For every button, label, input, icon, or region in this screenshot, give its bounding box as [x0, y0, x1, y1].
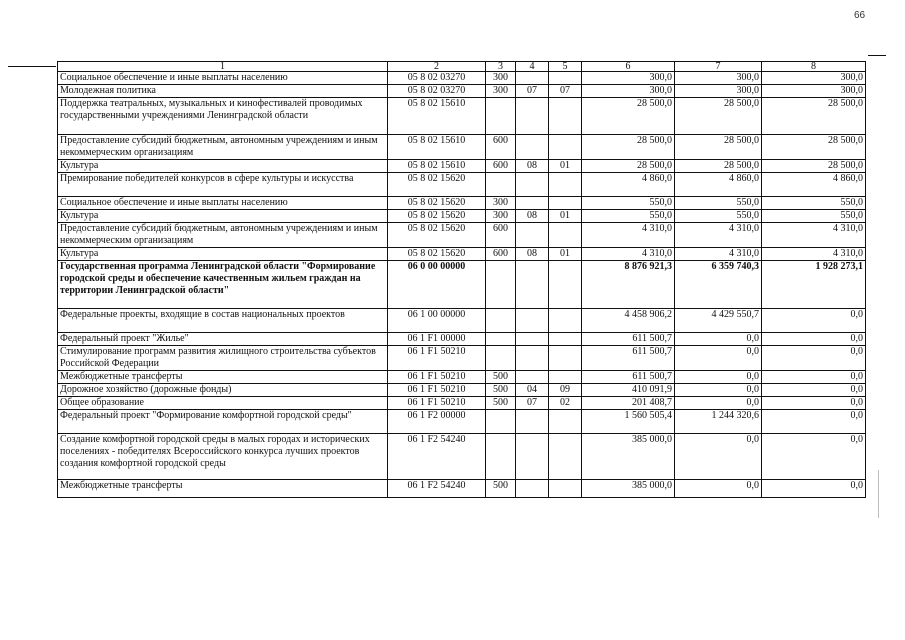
- cell-section: [516, 135, 549, 160]
- cell-type: [486, 98, 516, 135]
- cell-code: 06 1 F2 54240: [388, 480, 486, 498]
- cell-section: [516, 72, 549, 85]
- cell-amount-2: 0,0: [675, 384, 762, 397]
- cell-type: 300: [486, 197, 516, 210]
- cell-subsection: [549, 480, 582, 498]
- table-row: [58, 160, 866, 173]
- cell-amount-1: 550,0: [582, 197, 675, 210]
- cell-amount-2: 0,0: [675, 480, 762, 498]
- cell-subsection: [549, 346, 582, 371]
- cell-amount-3: 0,0: [762, 309, 866, 333]
- cell-type: [486, 309, 516, 333]
- cell-amount-1: 4 310,0: [582, 223, 675, 248]
- table-row: [58, 197, 866, 210]
- table-row: [58, 333, 866, 346]
- cell-type: 600: [486, 160, 516, 173]
- cell-name: Социальное обеспечение и иные выплаты населению: [58, 72, 388, 85]
- cell-name: Дорожное хозяйство (дорожные фонды): [58, 384, 388, 397]
- table-row: [58, 480, 866, 498]
- table-row: [58, 384, 866, 397]
- cell-type: 300: [486, 72, 516, 85]
- cell-amount-2: 28 500,0: [675, 98, 762, 135]
- column-number: 3: [486, 62, 516, 72]
- cell-name: Культура: [58, 210, 388, 223]
- cell-amount-2: 6 359 740,3: [675, 261, 762, 309]
- cell-amount-1: 611 500,7: [582, 371, 675, 384]
- cell-section: [516, 434, 549, 480]
- cell-code: 05 8 02 03270: [388, 72, 486, 85]
- cell-code: 06 1 F2 54240: [388, 434, 486, 480]
- table-row: [58, 85, 866, 98]
- cell-amount-3: 0,0: [762, 480, 866, 498]
- cell-section: [516, 410, 549, 434]
- cell-amount-3: 4 310,0: [762, 223, 866, 248]
- cell-code: 06 1 F2 00000: [388, 410, 486, 434]
- cell-subsection: [549, 197, 582, 210]
- cell-type: 500: [486, 384, 516, 397]
- cell-amount-2: 4 310,0: [675, 248, 762, 261]
- cell-code: 05 8 02 15610: [388, 135, 486, 160]
- cell-code: 05 8 02 15620: [388, 197, 486, 210]
- cell-type: 300: [486, 85, 516, 98]
- cell-amount-3: 0,0: [762, 384, 866, 397]
- table-row: [58, 397, 866, 410]
- cell-name: Федеральный проект "Жилье": [58, 333, 388, 346]
- column-number-row: [58, 62, 866, 72]
- cell-name: Федеральные проекты, входящие в состав национальных проектов: [58, 309, 388, 333]
- cell-type: 300: [486, 210, 516, 223]
- cell-code: 06 1 F1 50210: [388, 371, 486, 384]
- table-row: [58, 173, 866, 197]
- cell-subsection: [549, 333, 582, 346]
- cell-amount-2: 550,0: [675, 210, 762, 223]
- cell-amount-1: 385 000,0: [582, 434, 675, 480]
- cell-name: Межбюджетные трансферты: [58, 480, 388, 498]
- cell-subsection: [549, 135, 582, 160]
- scan-edge-mark: [878, 470, 879, 518]
- cell-name: Создание комфортной городской среды в малых городах и исторических поселениях - победителях Всероссийского конкурса лучших проектов создания комфортной городской среды: [58, 434, 388, 480]
- cell-subsection: [549, 98, 582, 135]
- cell-code: 06 1 F1 50210: [388, 346, 486, 371]
- cell-amount-1: 300,0: [582, 72, 675, 85]
- cell-section: [516, 309, 549, 333]
- cell-amount-2: 0,0: [675, 371, 762, 384]
- column-number: 7: [675, 62, 762, 72]
- cell-amount-1: 1 560 505,4: [582, 410, 675, 434]
- cell-subsection: 07: [549, 85, 582, 98]
- cell-amount-1: 8 876 921,3: [582, 261, 675, 309]
- budget-table: [57, 61, 866, 498]
- cell-amount-3: 4 310,0: [762, 248, 866, 261]
- cell-code: 05 8 02 03270: [388, 85, 486, 98]
- cell-amount-1: 611 500,7: [582, 333, 675, 346]
- cell-section: 07: [516, 397, 549, 410]
- cell-code: 06 1 F1 50210: [388, 397, 486, 410]
- table-row: [58, 210, 866, 223]
- margin-rule-left: [8, 66, 56, 67]
- cell-type: 500: [486, 371, 516, 384]
- cell-section: 07: [516, 85, 549, 98]
- cell-amount-2: 4 429 550,7: [675, 309, 762, 333]
- cell-code: 05 8 02 15610: [388, 160, 486, 173]
- cell-section: [516, 333, 549, 346]
- cell-type: [486, 410, 516, 434]
- cell-amount-3: 550,0: [762, 197, 866, 210]
- cell-amount-1: 28 500,0: [582, 98, 675, 135]
- cell-name: Стимулирование программ развития жилищного строительства субъектов Российской Федерации: [58, 346, 388, 371]
- table-row: [58, 248, 866, 261]
- cell-type: 600: [486, 223, 516, 248]
- cell-name: Межбюджетные трансферты: [58, 371, 388, 384]
- cell-section: 08: [516, 248, 549, 261]
- cell-name: Государственная программа Ленинградской области "Формирование городской среды и обеспечение качественным жильем граждан на территории Ленинградской области": [58, 261, 388, 309]
- cell-code: 05 8 02 15620: [388, 248, 486, 261]
- cell-subsection: [549, 371, 582, 384]
- cell-amount-2: 550,0: [675, 197, 762, 210]
- cell-code: 06 1 F1 50210: [388, 384, 486, 397]
- cell-amount-1: 28 500,0: [582, 135, 675, 160]
- cell-type: [486, 173, 516, 197]
- cell-amount-3: 0,0: [762, 346, 866, 371]
- cell-name: Федеральный проект "Формирование комфортной городской среды": [58, 410, 388, 434]
- cell-type: 500: [486, 480, 516, 498]
- cell-name: Поддержка театральных, музыкальных и кинофестивалей проводимых государственными учреждениями Ленинградской области: [58, 98, 388, 135]
- column-number: 4: [516, 62, 549, 72]
- table-row: [58, 98, 866, 135]
- cell-amount-1: 385 000,0: [582, 480, 675, 498]
- cell-amount-3: 28 500,0: [762, 135, 866, 160]
- cell-amount-3: 4 860,0: [762, 173, 866, 197]
- cell-code: 05 8 02 15620: [388, 223, 486, 248]
- page-number: 66: [854, 10, 866, 21]
- table-row: [58, 261, 866, 309]
- cell-type: [486, 346, 516, 371]
- cell-subsection: [549, 410, 582, 434]
- cell-amount-2: 300,0: [675, 72, 762, 85]
- cell-type: [486, 434, 516, 480]
- cell-name: Молодежная политика: [58, 85, 388, 98]
- table-row: [58, 371, 866, 384]
- cell-amount-1: 300,0: [582, 85, 675, 98]
- cell-amount-1: 550,0: [582, 210, 675, 223]
- cell-name: Премирование победителей конкурсов в сфере культуры и искусства: [58, 173, 388, 197]
- cell-amount-3: 1 928 273,1: [762, 261, 866, 309]
- cell-code: 05 8 02 15610: [388, 98, 486, 135]
- cell-amount-2: 0,0: [675, 333, 762, 346]
- cell-subsection: 09: [549, 384, 582, 397]
- cell-type: 600: [486, 135, 516, 160]
- cell-subsection: [549, 434, 582, 480]
- cell-subsection: [549, 309, 582, 333]
- cell-section: [516, 480, 549, 498]
- cell-type: [486, 261, 516, 309]
- cell-amount-1: 4 860,0: [582, 173, 675, 197]
- cell-name: Социальное обеспечение и иные выплаты населению: [58, 197, 388, 210]
- cell-name: Общее образование: [58, 397, 388, 410]
- column-number: 2: [388, 62, 486, 72]
- cell-amount-3: 300,0: [762, 72, 866, 85]
- cell-subsection: [549, 261, 582, 309]
- cell-name: Предоставление субсидий бюджетным, автономным учреждениям и иным некоммерческим организациям: [58, 223, 388, 248]
- cell-section: [516, 371, 549, 384]
- cell-section: 08: [516, 210, 549, 223]
- cell-subsection: 01: [549, 160, 582, 173]
- cell-amount-2: 4 310,0: [675, 223, 762, 248]
- cell-amount-2: 28 500,0: [675, 160, 762, 173]
- table-body: [58, 62, 866, 498]
- cell-section: 04: [516, 384, 549, 397]
- cell-subsection: [549, 173, 582, 197]
- margin-rule-right: [868, 55, 886, 56]
- cell-amount-1: 410 091,9: [582, 384, 675, 397]
- cell-amount-1: 4 458 906,2: [582, 309, 675, 333]
- table-row: [58, 434, 866, 480]
- cell-section: [516, 98, 549, 135]
- table-row: [58, 309, 866, 333]
- cell-type: 500: [486, 397, 516, 410]
- column-number: 6: [582, 62, 675, 72]
- cell-section: [516, 346, 549, 371]
- cell-type: [486, 333, 516, 346]
- table-row: [58, 346, 866, 371]
- cell-subsection: [549, 72, 582, 85]
- cell-amount-1: 611 500,7: [582, 346, 675, 371]
- cell-amount-3: 0,0: [762, 371, 866, 384]
- table-row: [58, 223, 866, 248]
- cell-code: 06 0 00 00000: [388, 261, 486, 309]
- cell-amount-3: 28 500,0: [762, 160, 866, 173]
- cell-amount-2: 0,0: [675, 346, 762, 371]
- cell-section: [516, 261, 549, 309]
- cell-amount-2: 1 244 320,6: [675, 410, 762, 434]
- cell-amount-1: 201 408,7: [582, 397, 675, 410]
- cell-section: [516, 173, 549, 197]
- cell-amount-1: 4 310,0: [582, 248, 675, 261]
- cell-code: 05 8 02 15620: [388, 173, 486, 197]
- table-row: [58, 410, 866, 434]
- cell-amount-3: 0,0: [762, 333, 866, 346]
- column-number: 1: [58, 62, 388, 72]
- cell-amount-3: 28 500,0: [762, 98, 866, 135]
- cell-code: 06 1 F1 00000: [388, 333, 486, 346]
- cell-type: 600: [486, 248, 516, 261]
- column-number: 8: [762, 62, 866, 72]
- cell-name: Предоставление субсидий бюджетным, автономным учреждениям и иным некоммерческим организациям: [58, 135, 388, 160]
- table-row: [58, 72, 866, 85]
- cell-subsection: [549, 223, 582, 248]
- cell-amount-2: 28 500,0: [675, 135, 762, 160]
- cell-amount-2: 0,0: [675, 397, 762, 410]
- cell-amount-1: 28 500,0: [582, 160, 675, 173]
- cell-section: [516, 223, 549, 248]
- cell-subsection: 02: [549, 397, 582, 410]
- cell-section: [516, 197, 549, 210]
- cell-amount-3: 0,0: [762, 397, 866, 410]
- cell-amount-3: 300,0: [762, 85, 866, 98]
- table-row: [58, 135, 866, 160]
- cell-name: Культура: [58, 160, 388, 173]
- cell-amount-2: 0,0: [675, 434, 762, 480]
- cell-amount-3: 550,0: [762, 210, 866, 223]
- cell-code: 06 1 00 00000: [388, 309, 486, 333]
- cell-name: Культура: [58, 248, 388, 261]
- cell-section: 08: [516, 160, 549, 173]
- cell-amount-3: 0,0: [762, 434, 866, 480]
- cell-code: 05 8 02 15620: [388, 210, 486, 223]
- column-number: 5: [549, 62, 582, 72]
- cell-amount-2: 300,0: [675, 85, 762, 98]
- cell-subsection: 01: [549, 210, 582, 223]
- cell-amount-3: 0,0: [762, 410, 866, 434]
- cell-subsection: 01: [549, 248, 582, 261]
- cell-amount-2: 4 860,0: [675, 173, 762, 197]
